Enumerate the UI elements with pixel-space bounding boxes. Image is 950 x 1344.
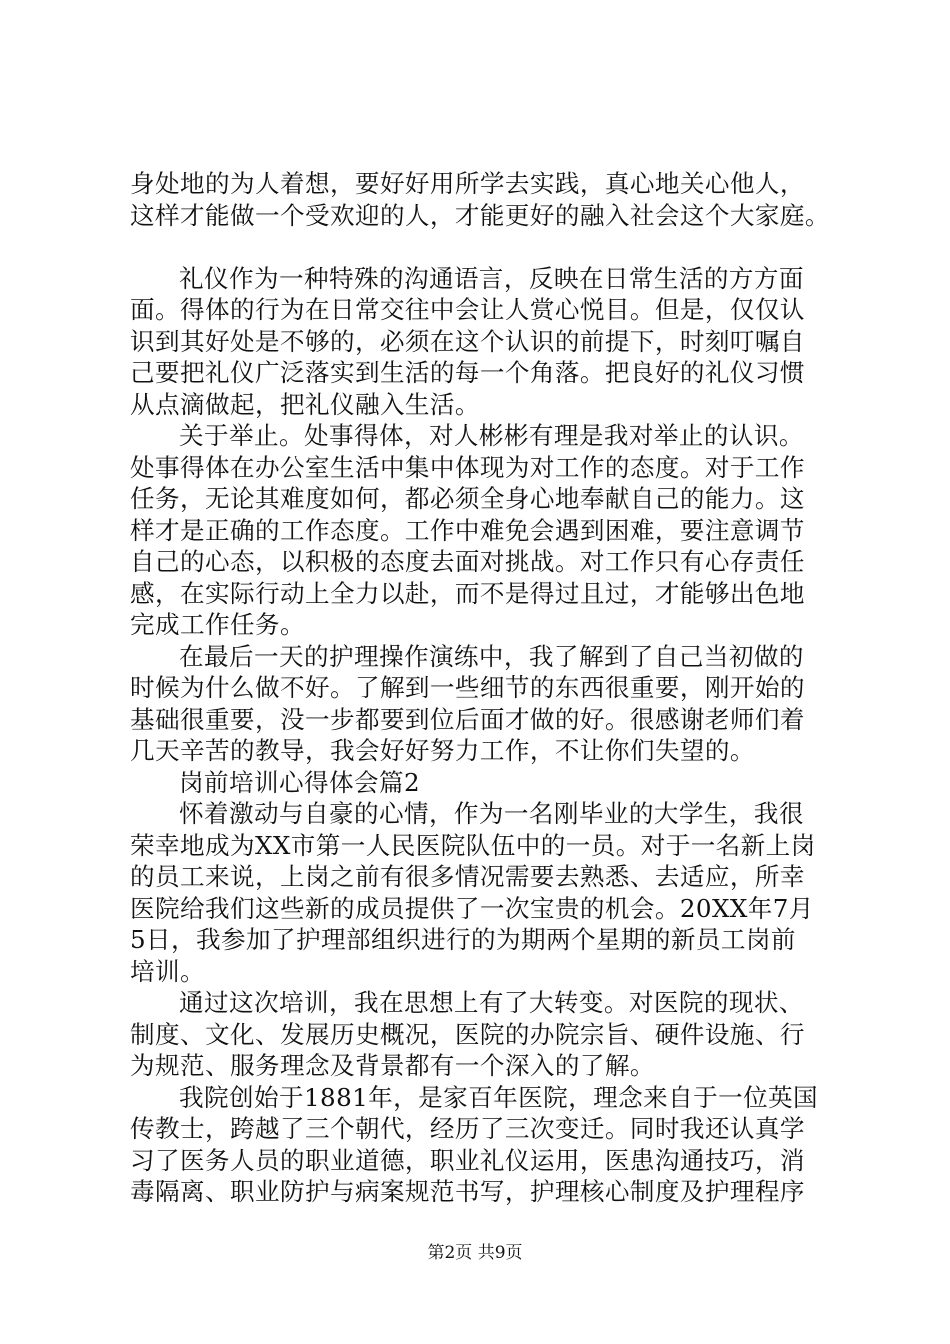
- text-line: 制度、文化、发展历史概况，医院的办院宗旨、硬件设施、行: [130, 1019, 805, 1049]
- text-line: 处事得体在办公室生活中集中体现为对工作的态度。对于工作: [130, 452, 805, 482]
- text-line: 身处地的为人着想，要好好用所学去实践，真心地关心他人，: [130, 169, 805, 198]
- page-footer: 第2页 共9页: [427, 1243, 523, 1263]
- paragraph-first-line: 怀着激动与自豪的心情，作为一名刚毕业的大学生，我很: [179, 799, 804, 828]
- text-line: 这样才能做一个受欢迎的人，才能更好的融入社会这个大家庭。: [130, 200, 830, 230]
- document-body: [130, 168, 850, 1208]
- section-heading: 岗前培训心得体会篇2: [179, 767, 420, 797]
- text-line: 己要把礼仪广泛落实到生活的每一个角落。把良好的礼仪习惯: [130, 358, 805, 387]
- paragraph-first-line: 在最后一天的护理操作演练中，我了解到了自己当初做的: [179, 641, 804, 671]
- text-line: 基础很重要，没一步都要到位后面才做的好。很感谢老师们着: [130, 704, 805, 734]
- text-line: 几天辛苦的教导，我会好好努力工作，不让你们失望的。: [130, 736, 755, 765]
- text-line: 任务，无论其难度如何，都必须全身心地奉献自己的能力。这: [130, 484, 805, 513]
- text-line: 识到其好处是不够的，必须在这个认识的前提下，时刻叮嘱自: [130, 326, 805, 356]
- text-line: 传教士，跨越了三个朝代，经历了三次变迁。同时我还认真学: [130, 1114, 805, 1143]
- text-line: 完成工作任务。: [130, 610, 305, 639]
- text-line: 从点滴做起，把礼仪融入生活。: [130, 389, 480, 419]
- text-line: 感，在实际行动上全力以赴，而不是得过且过，才能够出色地: [130, 578, 805, 608]
- text-line: 样才是正确的工作态度。工作中难免会遇到困难，要注意调节: [130, 515, 805, 545]
- text-line: 培训。: [130, 956, 205, 986]
- paragraph-first-line: 关于举止。处事得体，对人彬彬有理是我对举止的认识。: [179, 421, 804, 450]
- text-line: 荣幸地成为XX市第一人民医院队伍中的一员。对于一名新上岗: [130, 830, 816, 860]
- paragraph-gap: [130, 231, 850, 263]
- text-line: 习了医务人员的职业道德，职业礼仪运用，医患沟通技巧，消: [130, 1145, 805, 1175]
- text-line: 毒隔离、职业防护与病案规范书写，护理核心制度及护理程序: [130, 1177, 805, 1206]
- paragraph-first-line: 通过这次培训，我在思想上有了大转变。对医院的现状、: [179, 988, 804, 1017]
- text-line: 的员工来说，上岗之前有很多情况需要去熟悉、去适应，所幸: [130, 862, 805, 891]
- text-line: 医院给我们这些新的成员提供了一次宝贵的机会。20XX年7月: [130, 893, 814, 923]
- text-line: 面。得体的行为在日常交往中会让人赏心悦目。但是，仅仅认: [130, 295, 805, 324]
- paragraph-first-line: 礼仪作为一种特殊的沟通语言，反映在日常生活的方方面: [179, 263, 804, 293]
- text-line: 自己的心态，以积极的态度去面对挑战。对工作只有心存责任: [130, 547, 805, 576]
- paragraph-first-line: 我院创始于1881年，是家百年医院，理念来自于一位英国: [179, 1082, 819, 1112]
- text-line: 5日，我参加了护理部组织进行的为期两个星期的新员工岗前: [130, 925, 796, 954]
- text-line: 为规范、服务理念及背景都有一个深入的了解。: [130, 1051, 655, 1080]
- text-line: 时候为什么做不好。了解到一些细节的东西很重要，刚开始的: [130, 673, 805, 702]
